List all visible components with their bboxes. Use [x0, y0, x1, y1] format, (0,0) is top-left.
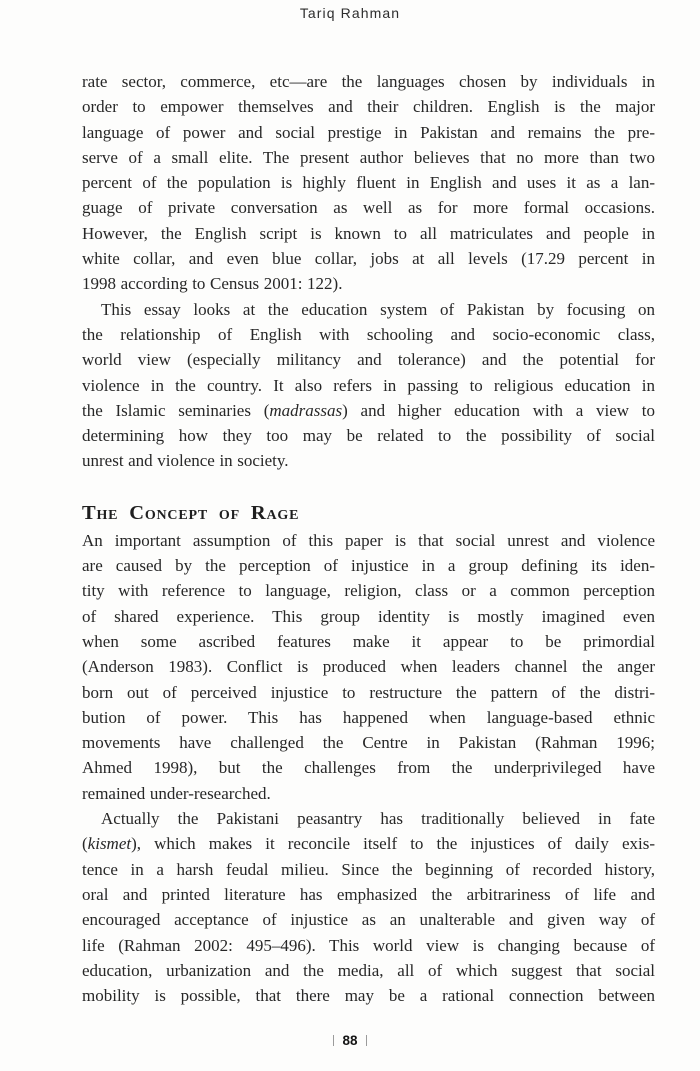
paragraph: [82, 528, 655, 806]
text-run: white collar, and even blue collar, jobs at all levels (17.29 percent in: [82, 249, 655, 269]
text-run: This essay looks at the education system of Pakistan by focusing on: [101, 299, 655, 319]
text-run: order to empower themselves and their children. English is the major: [82, 97, 655, 117]
text-run: movements have challenged the Centre in Pakistan (Rahman 1996;: [82, 733, 655, 753]
text-run: unrest and violence in society.: [82, 451, 289, 471]
text-run: percent of the population is highly fluent in English and uses it as a lan-: [82, 173, 655, 193]
footer-rule-left: [333, 1035, 335, 1046]
text-run: when some ascribed features make it appear to be primordial: [82, 631, 655, 651]
text-run: ), which makes it reconcile itself to the injustices of daily exis-: [131, 834, 655, 854]
italic-word: kismet: [87, 834, 132, 854]
text-line: [82, 373, 655, 398]
text-line: [82, 654, 655, 679]
text-run: encouraged acceptance of injustice as an unalterable and given way of: [82, 910, 655, 930]
italic-word: madrassas: [269, 400, 343, 420]
text-run: However, the English script is known to all matriculates and people in: [82, 223, 655, 243]
text-line: [82, 958, 655, 983]
text-line: [82, 781, 655, 806]
text-run: tity with reference to language, religion, class or a common perception: [82, 581, 655, 601]
text-run: world view (especially militancy and tolerance) and the potential for: [82, 350, 655, 370]
text-run: tence in a harsh feudal milieu. Since the beginning of recorded history,: [82, 859, 655, 879]
section-heading: The Concept of Rage: [82, 501, 300, 524]
text-line: [82, 322, 655, 347]
text-line: [82, 806, 655, 831]
text-line: [82, 831, 655, 856]
text-line: [82, 347, 655, 372]
text-line: [82, 983, 655, 1008]
text-line: [82, 755, 655, 780]
text-run: rate sector, commerce, etc—are the languages chosen by individuals in: [82, 72, 655, 91]
text-run: 1998 according to Census 2001: 122).: [82, 274, 343, 294]
text-run: ) and higher education with a view to: [342, 400, 656, 420]
text-run: remained under-researched.: [82, 783, 271, 803]
text-run: Ahmed 1998), but the challenges from the underprivileged have: [82, 758, 655, 778]
text-line: [82, 553, 655, 578]
text-run: (Anderson 1983). Conflict is produced when leaders channel the anger: [82, 657, 655, 677]
text-line: [82, 857, 655, 882]
body-text: [82, 69, 655, 1008]
paragraph: [82, 69, 655, 297]
paragraph: [82, 806, 655, 1008]
text-line: [82, 629, 655, 654]
text-run: serve of a small elite. The present author believes that no more than two: [82, 147, 655, 167]
paragraph: [82, 297, 655, 474]
page-footer: [0, 1033, 700, 1048]
text-line: [82, 170, 655, 195]
text-line: [82, 578, 655, 603]
text-line: [82, 705, 655, 730]
text-line: [82, 528, 655, 553]
text-line: [82, 907, 655, 932]
text-line: [82, 398, 655, 423]
text-run: education, urbanization and the media, all of which suggest that social: [82, 960, 655, 980]
text-run: guage of private conversation as well as for more formal occasions.: [82, 198, 655, 218]
text-run: mobility is possible, that there may be a rational connection between: [82, 986, 655, 1006]
text-run: life (Rahman 2002: 495–496). This world view is changing because of: [82, 935, 655, 955]
text-line: [82, 730, 655, 755]
text-line: [82, 297, 655, 322]
text-line: [82, 94, 655, 119]
text-line: [82, 423, 655, 448]
text-run: of shared experience. This group identity is mostly imagined even: [82, 606, 655, 626]
text-run: violence in the country. It also refers in passing to religious education in: [82, 375, 655, 395]
text-run: An important assumption of this paper is that social unrest and violence: [82, 530, 655, 550]
text-line: [82, 271, 655, 296]
text-line: [82, 882, 655, 907]
text-line: [82, 246, 655, 271]
text-run: determining how they too may be related to the possibility of social: [82, 426, 655, 446]
text-run: bution of power. This has happened when language-based ethnic: [82, 707, 655, 727]
text-line: [82, 69, 655, 94]
text-line: [82, 933, 655, 958]
page-number: 88: [342, 1033, 358, 1048]
text-line: [82, 680, 655, 705]
text-run: the relationship of English with schooling and socio-economic class,: [82, 324, 655, 344]
text-run: oral and printed literature has emphasized the arbitrariness of life and: [82, 884, 655, 904]
text-run: the Islamic seminaries (: [82, 400, 270, 420]
text-run: are caused by the perception of injustice in a group defining its iden-: [82, 556, 655, 576]
text-line: [82, 120, 655, 145]
text-line: [82, 221, 655, 246]
text-run: (: [82, 834, 88, 854]
text-line: [82, 195, 655, 220]
running-header: Tariq Rahman: [299, 5, 401, 21]
text-line: [82, 145, 655, 170]
text-run: born out of perceived injustice to restructure the pattern of the distri-: [82, 682, 655, 702]
text-line: [82, 604, 655, 629]
text-run: Actually the Pakistani peasantry has traditionally believed in fate: [101, 809, 655, 829]
footer-rule-right: [366, 1035, 368, 1046]
text-run: language of power and social prestige in Pakistan and remains the pre-: [82, 122, 655, 142]
text-line: [82, 448, 655, 473]
